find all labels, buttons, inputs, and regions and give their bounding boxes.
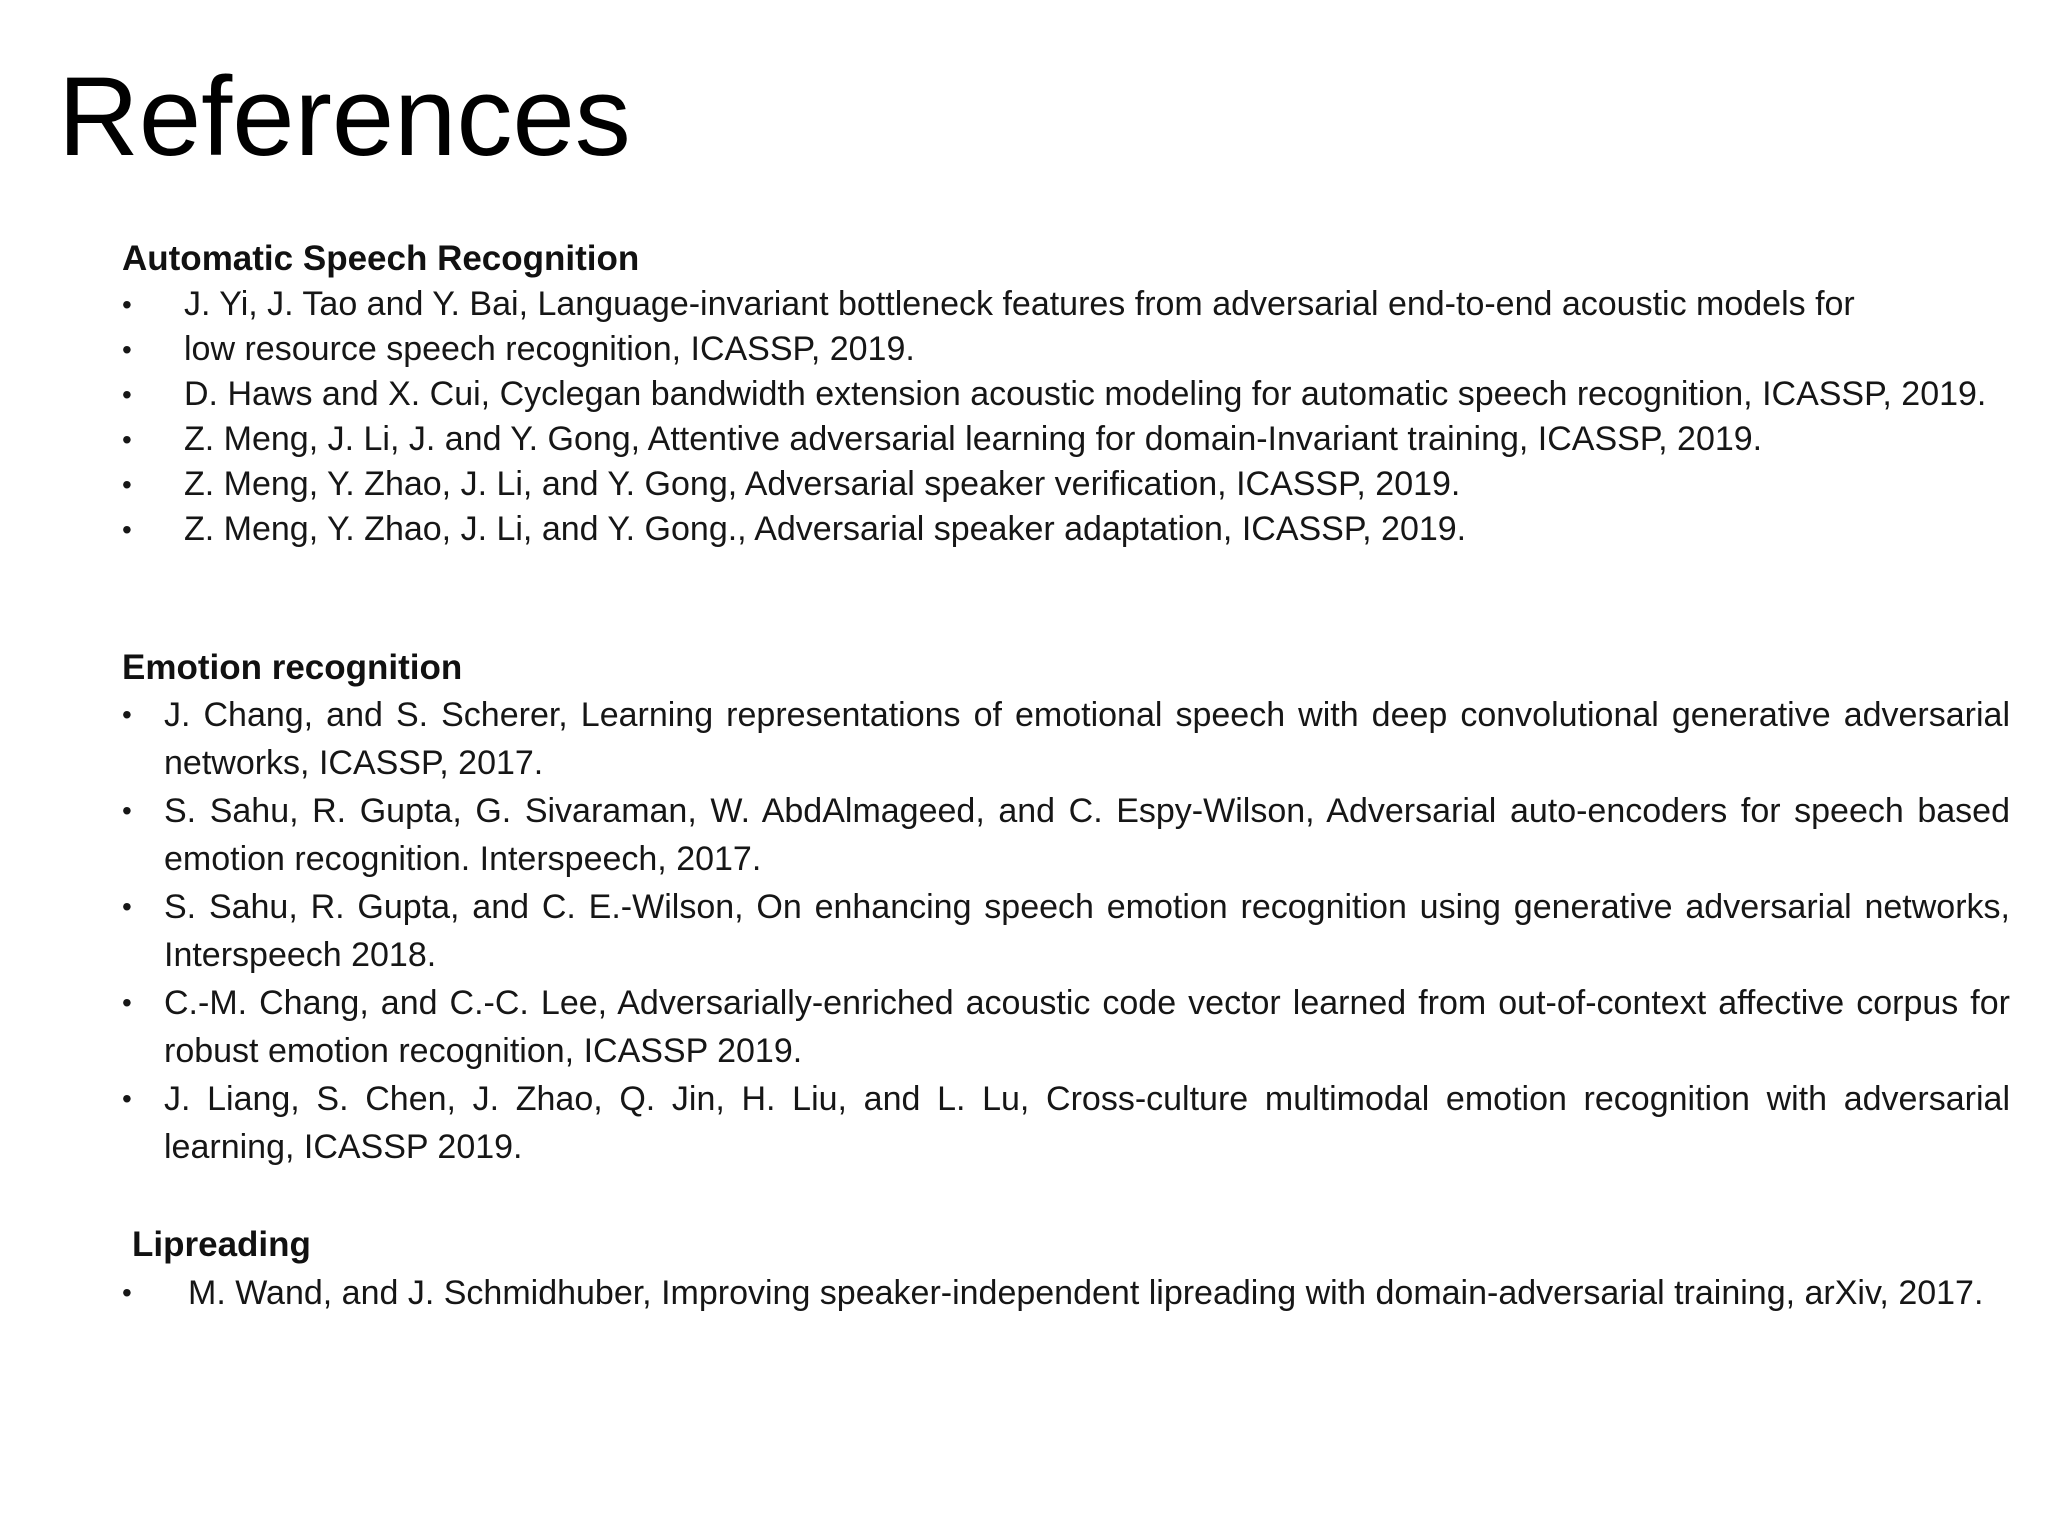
reference-item [122,327,2010,372]
section-heading-emotion: Emotion recognition [122,648,463,687]
bullet-icon: • [122,891,132,922]
reference-item [122,282,2010,327]
reference-text: S. Sahu, R. Gupta, and C. E.-Wilson, On enhancing speech emotion recognition using generative adversarial networks, Interspeech 2018. [164,888,2010,974]
reference-text: S. Sahu, R. Gupta, G. Sivaraman, W. AbdAlmageed, and C. Espy-Wilson, Adversarial auto-encoders for speech based emotion recognition. Interspeech, 2017. [164,792,2010,878]
reference-item [122,507,2010,552]
reference-item [122,979,2010,1075]
bullet-icon: • [122,379,132,410]
reference-item [122,462,2010,507]
reference-text: Z. Meng, Y. Zhao, J. Li, and Y. Gong, Adversarial speaker verification, ICASSP, 2019. [184,465,1461,503]
reference-text: D. Haws and X. Cui, Cyclegan bandwidth extension acoustic modeling for automatic speech recognition, ICASSP, 2019. [184,375,1987,413]
section-lipreading [122,1222,2010,1318]
reference-text: J. Liang, S. Chen, J. Zhao, Q. Jin, H. Liu, and L. Lu, Cross-culture multimodal emotion recognition with adversarial learning, ICASSP 2019. [164,1080,2010,1166]
reference-text: Z. Meng, J. Li, J. and Y. Gong, Attentive adversarial learning for domain-Invariant training, ICASSP, 2019. [184,420,1763,458]
reference-list-emotion [122,691,2010,1171]
reference-text: J. Yi, J. Tao and Y. Bai, Language-invariant bottleneck features from adversarial end-to-end acoustic models for [184,285,1855,323]
reference-item [122,372,2010,417]
bullet-icon: • [122,987,132,1018]
section-emotion [122,645,2010,1171]
section-heading-asr: Automatic Speech Recognition [122,239,640,278]
reference-item [122,417,2010,462]
reference-text: low resource speech recognition, ICASSP, 2019. [184,330,915,368]
section-asr [122,236,2010,552]
bullet-icon: • [122,289,132,320]
section-heading-lipreading: Lipreading [132,1225,311,1264]
bullet-icon: • [122,514,132,545]
bullet-icon: • [122,469,132,500]
reference-text: M. Wand, and J. Schmidhuber, Improving speaker-independent lipreading with domain-adversarial training, arXiv, 2017. [188,1274,1984,1312]
slide-title: References [58,54,631,179]
reference-text: C.-M. Chang, and C.-C. Lee, Adversarially-enriched acoustic code vector learned from out-of-context affective corpus for robust emotion recognition, ICASSP 2019. [164,984,2010,1070]
reference-item [122,1268,2010,1318]
reference-text: J. Chang, and S. Scherer, Learning representations of emotional speech with deep convolutional generative adversarial networks, ICASSP, 2017. [164,696,2010,782]
reference-item [122,883,2010,979]
reference-item [122,691,2010,787]
bullet-icon: • [122,1083,132,1114]
bullet-icon: • [122,1277,132,1308]
reference-item [122,1075,2010,1171]
bullet-icon: • [122,424,132,455]
bullet-icon: • [122,795,132,826]
reference-list-lipreading [122,1268,2010,1318]
reference-list-asr [122,282,2010,552]
reference-item [122,787,2010,883]
bullet-icon: • [122,334,132,365]
reference-text: Z. Meng, Y. Zhao, J. Li, and Y. Gong., Adversarial speaker adaptation, ICASSP, 2019. [184,510,1467,548]
bullet-icon: • [122,699,132,730]
